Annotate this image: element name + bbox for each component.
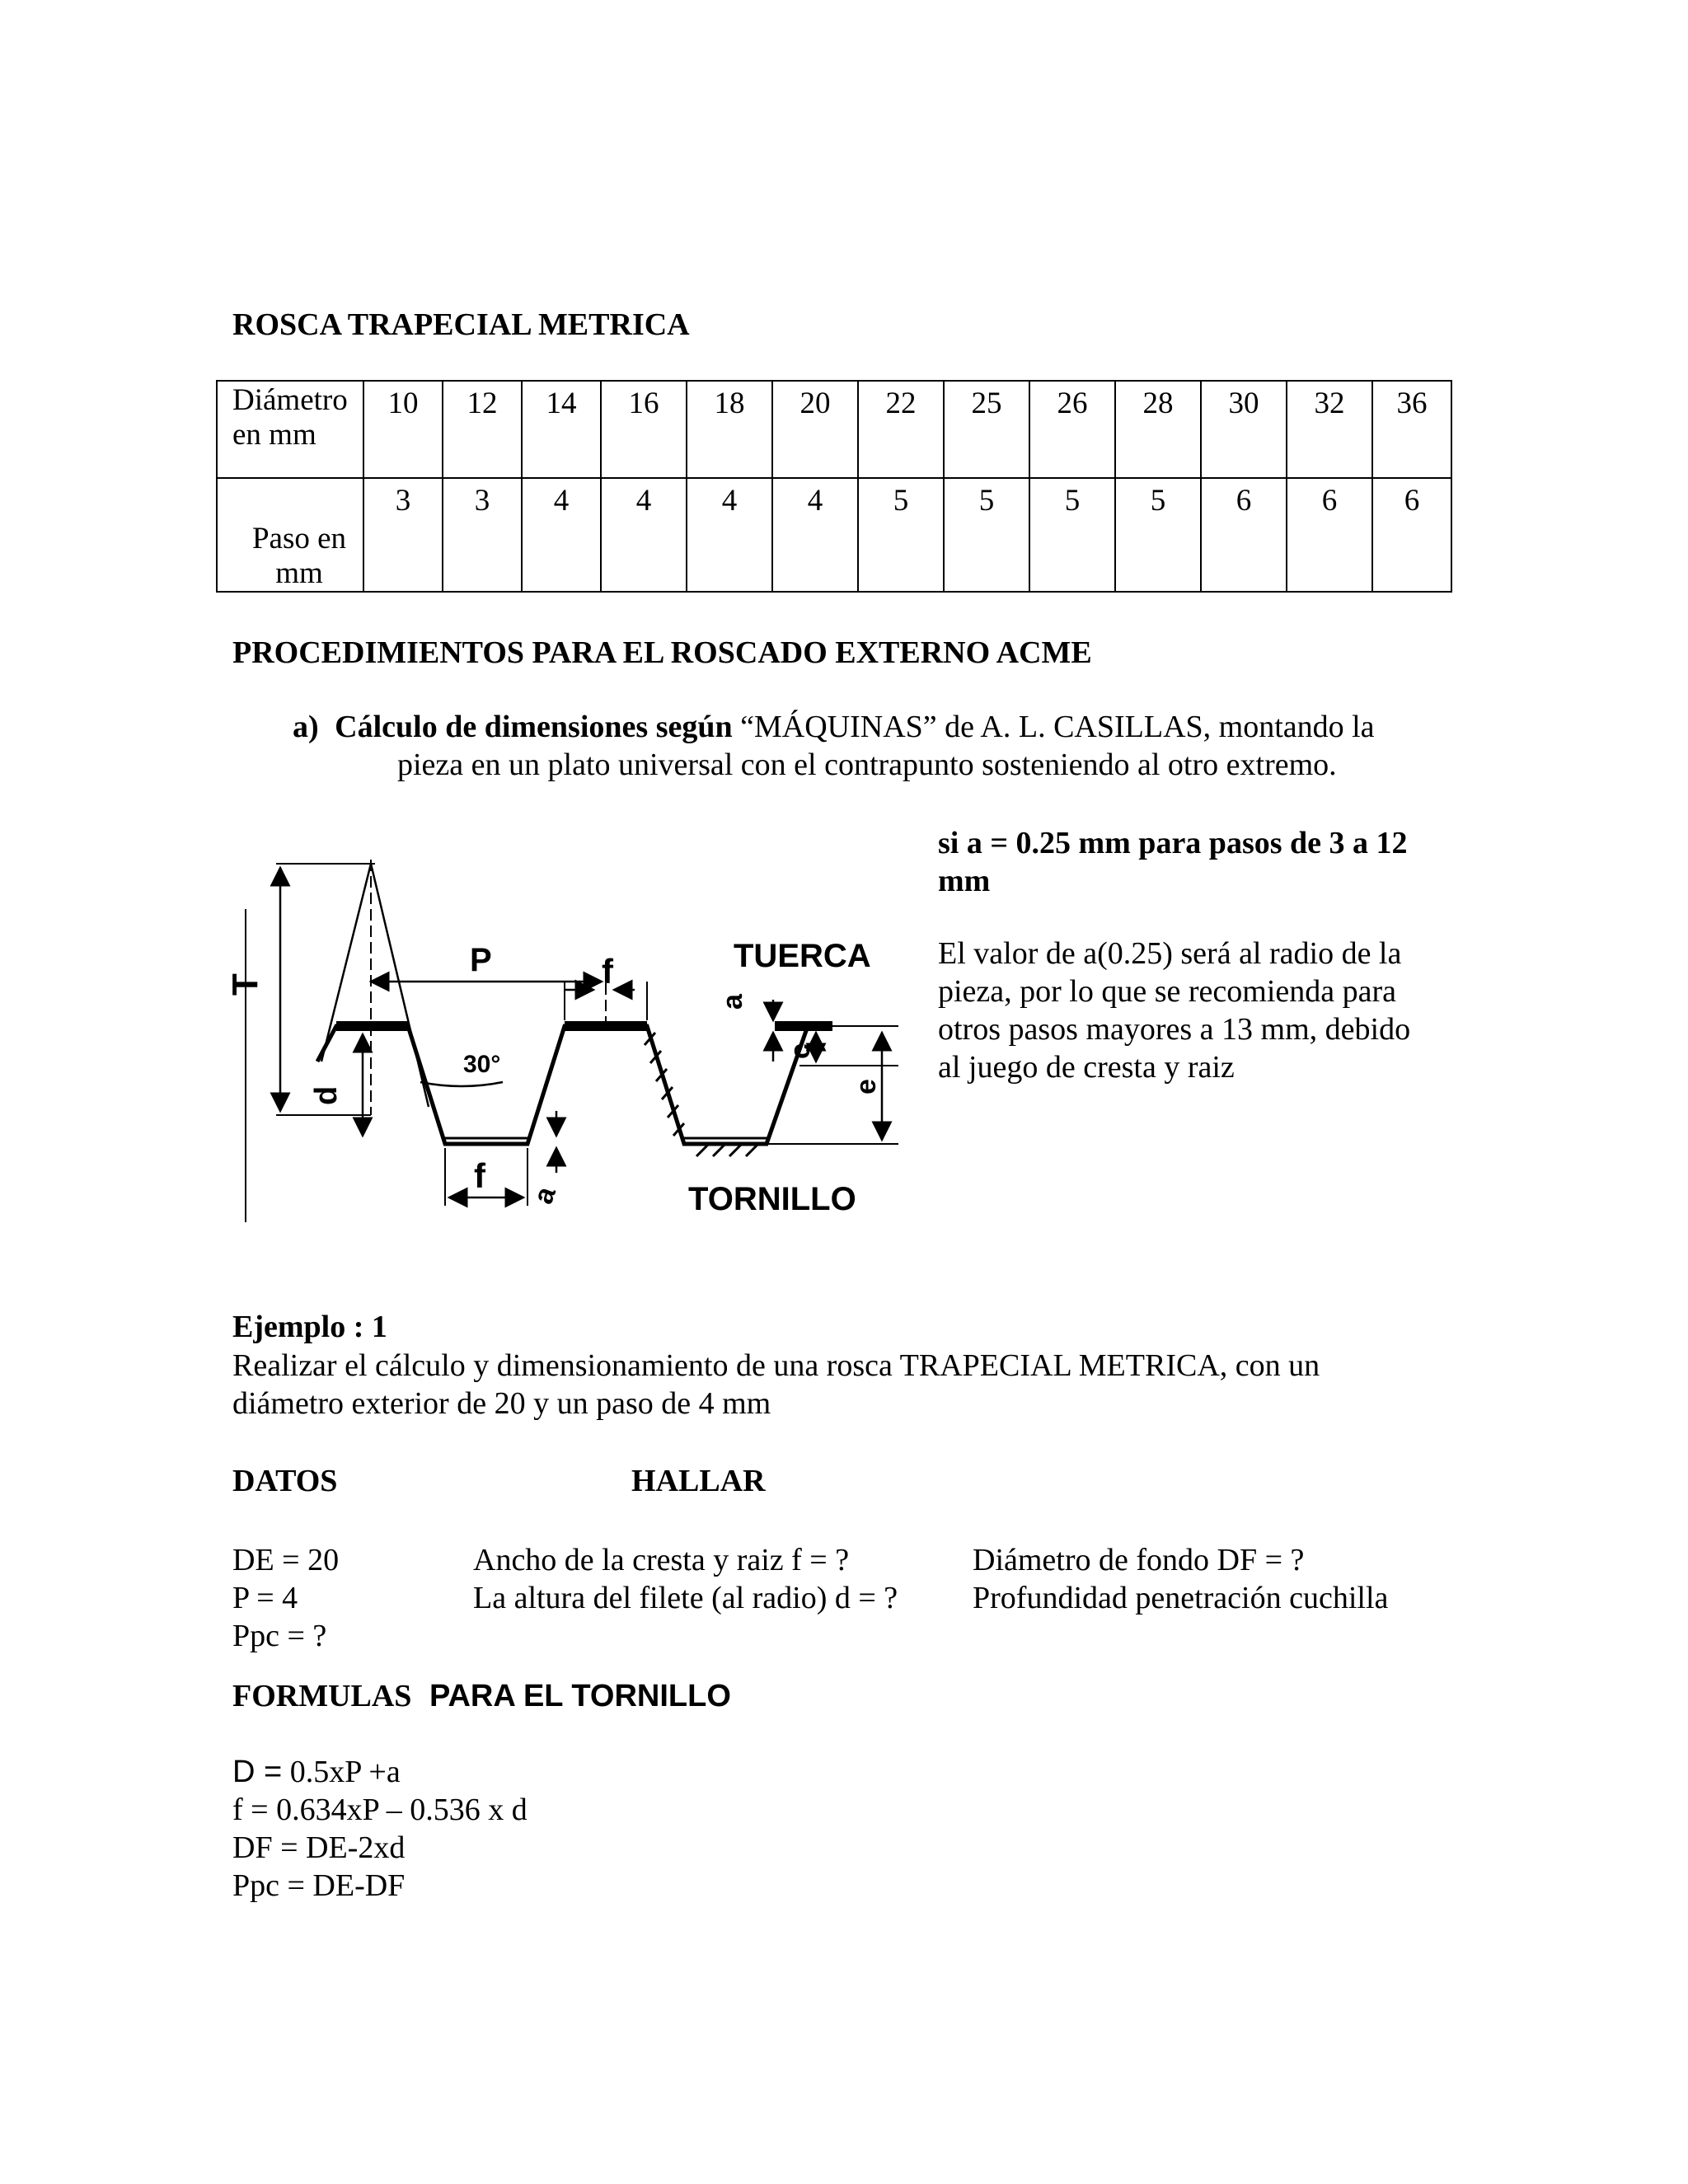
datos-item: Ppc = ? <box>232 1619 327 1653</box>
table-cell: 36 <box>1372 381 1451 478</box>
item-a-line1 <box>293 709 1375 745</box>
table-header-diameter <box>217 381 363 478</box>
hallar-item: Ancho de la cresta y raiz f = ? <box>473 1543 850 1577</box>
item-marker: a) <box>293 710 319 744</box>
datos-col3 <box>973 1541 1388 1617</box>
example-line: Realizar el cálculo y dimensionamiento de una rosca TRAPECIAL METRICA, con un <box>232 1348 1320 1383</box>
table-cell: 4 <box>687 478 772 592</box>
table-label-line: Paso en <box>251 522 347 555</box>
table-cell: 20 <box>772 381 858 478</box>
datos-item: P = 4 <box>232 1581 298 1615</box>
note-line: pieza, por lo que se recomienda para <box>938 974 1397 1009</box>
formula-list <box>232 1753 528 1905</box>
label-P: P <box>470 942 492 978</box>
table-cell: 6 <box>1201 478 1287 592</box>
table-cell: 5 <box>1029 478 1115 592</box>
table-cell: 22 <box>858 381 944 478</box>
label-f-bottom: f <box>474 1156 485 1195</box>
label-a-top: a <box>717 994 748 1010</box>
formulas-heading <box>232 1678 731 1714</box>
datos-heading: DATOS <box>232 1464 338 1498</box>
table-cell: 5 <box>944 478 1029 592</box>
formulas-heading-b: PARA EL TORNILLO <box>429 1679 731 1713</box>
section-heading: PROCEDIMIENTOS PARA EL ROSCADO EXTERNO ACME <box>232 635 1092 670</box>
table-cell: 4 <box>601 478 687 592</box>
table-label-line: Diámetro <box>232 383 348 417</box>
example-text <box>232 1347 1320 1422</box>
label-a-bottom: a <box>527 1182 562 1208</box>
formula-line <box>232 1753 528 1791</box>
page-title: ROSCA TRAPECIAL METRICA <box>232 307 690 342</box>
hallar-heading: HALLAR <box>631 1464 766 1498</box>
item-a-rest: “MÁQUINAS” de A. L. CASILLAS, montando la <box>740 710 1375 744</box>
table-cell: 5 <box>1115 478 1201 592</box>
note-line: El valor de a(0.25) será al radio de la <box>938 936 1402 971</box>
datos-col2 <box>473 1541 898 1617</box>
screw-profile <box>317 1026 832 1144</box>
table-cell: 10 <box>363 381 443 478</box>
table-cell: 26 <box>1029 381 1115 478</box>
acme-thread-diagram <box>225 843 907 1230</box>
table-cell: 18 <box>687 381 772 478</box>
label-d: d <box>309 1085 344 1105</box>
formula-d-label: D = <box>232 1755 283 1789</box>
label-tuerca: TUERCA <box>734 938 871 974</box>
datos-item: DE = 20 <box>232 1543 340 1577</box>
hallar-item: Profundidad penetración cuchilla <box>973 1581 1389 1615</box>
note-line: al juego de cresta y raiz <box>938 1050 1235 1085</box>
table-cell: 3 <box>363 478 443 592</box>
table-header-pitch <box>217 478 363 592</box>
pitch-table <box>216 380 1452 593</box>
example-line: diámetro exterior de 20 y un paso de 4 mm <box>232 1386 771 1421</box>
formulas-heading-a: FORMULAS <box>232 1679 412 1713</box>
hallar-item: La altura del filete (al radio) d = ? <box>473 1581 898 1615</box>
table-cell: 6 <box>1372 478 1451 592</box>
formula-line: f = 0.634xP – 0.536 x d <box>232 1793 528 1827</box>
note-bold-line: si a = 0.25 mm para pasos de 3 a 12 <box>938 826 1408 860</box>
table-row-pitch <box>217 478 1451 592</box>
hallar-item: Diámetro de fondo DF = ? <box>973 1543 1305 1577</box>
datos-col1 <box>232 1541 339 1655</box>
table-cell: 30 <box>1201 381 1287 478</box>
table-cell: 4 <box>772 478 858 592</box>
item-a-bold: Cálculo de dimensiones según <box>335 710 733 744</box>
table-cell: 32 <box>1287 381 1372 478</box>
note-bold-line: mm <box>938 864 991 898</box>
nut-hatching <box>645 1026 758 1156</box>
table-cell: 28 <box>1115 381 1201 478</box>
table-cell: 25 <box>944 381 1029 478</box>
side-note <box>938 824 1465 1086</box>
formula-line: Ppc = DE-DF <box>232 1868 406 1903</box>
table-label-line: en mm <box>232 418 316 452</box>
label-c: c <box>785 1043 816 1059</box>
table-label-line: mm <box>275 556 323 590</box>
example-heading: Ejemplo : 1 <box>232 1310 387 1344</box>
formula-d-expr: 0.5xP +a <box>282 1755 401 1789</box>
table-row-diameter <box>217 381 1451 478</box>
label-tornillo: TORNILLO <box>688 1181 856 1217</box>
label-angle: 30° <box>463 1051 501 1078</box>
table-cell: 12 <box>443 381 522 478</box>
item-a-line2: pieza en un plato universal con el contrapunto sosteniendo al otro extremo. <box>397 748 1337 782</box>
table-cell: 3 <box>443 478 522 592</box>
label-f-top: f <box>602 952 613 991</box>
formula-line: DF = DE-2xd <box>232 1830 406 1865</box>
label-e: e <box>851 1079 882 1094</box>
table-cell: 4 <box>522 478 601 592</box>
table-cell: 16 <box>601 381 687 478</box>
label-T: T <box>225 973 265 996</box>
table-cell: 6 <box>1287 478 1372 592</box>
table-cell: 14 <box>522 381 601 478</box>
note-line: otros pasos mayores a 13 mm, debido <box>938 1012 1411 1047</box>
table-cell: 5 <box>858 478 944 592</box>
